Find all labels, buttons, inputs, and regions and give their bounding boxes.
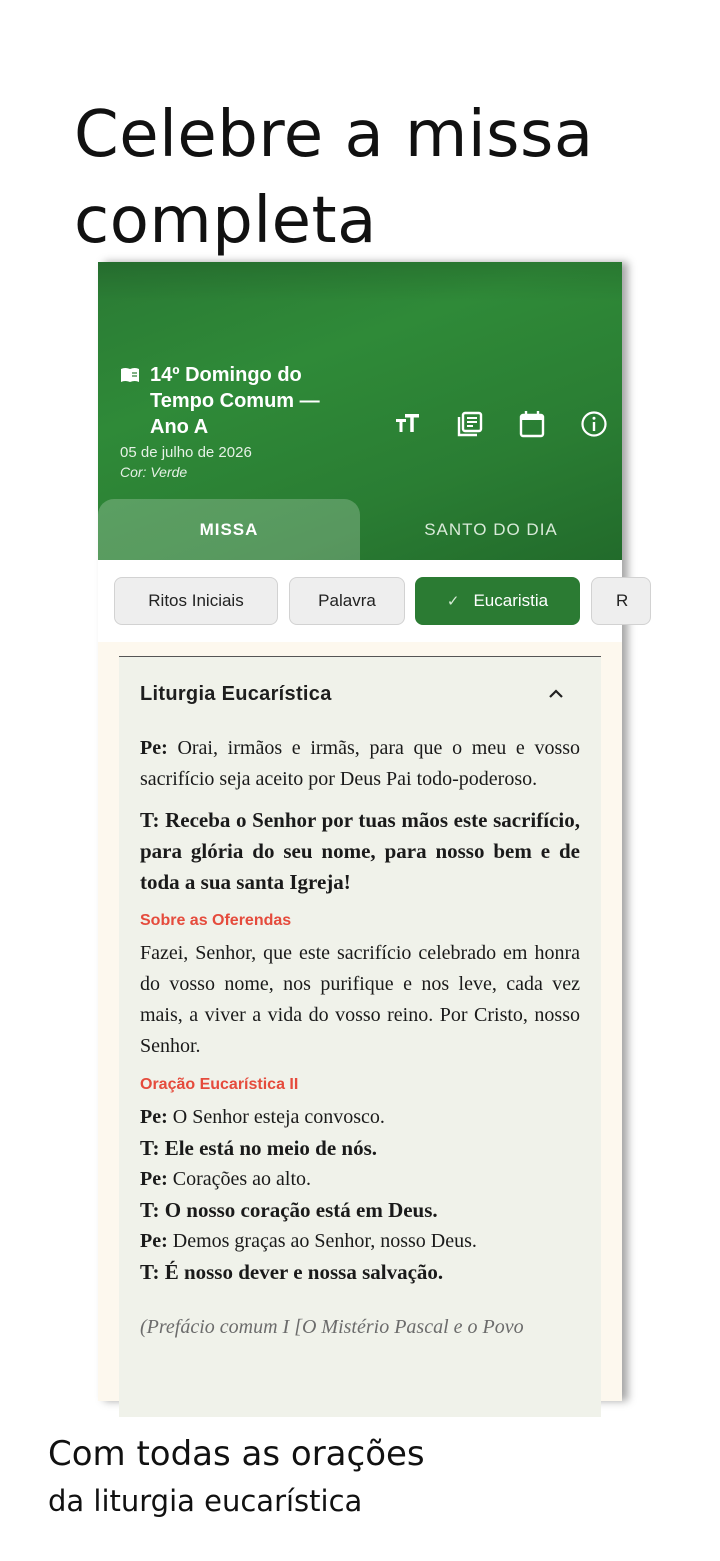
speaker-label: Pe: <box>140 1230 168 1252</box>
dialog-line <box>140 1226 580 1257</box>
orai-paragraph <box>140 733 580 795</box>
promo-subtitle-line1: Com todas as orações <box>48 1434 425 1474</box>
tab-santo-do-dia[interactable]: SANTO DO DIA <box>424 519 558 539</box>
chip-eucaristia[interactable] <box>415 577 580 625</box>
chip-palavra[interactable] <box>289 577 405 625</box>
tab-bar <box>98 499 622 560</box>
chip-ritos-iniciais[interactable] <box>114 577 278 625</box>
promo-subtitle-line2: da liturgia eucarística <box>48 1484 363 1518</box>
preface-note: (Prefácio comum I [O Mistério Pascal e o Povo <box>140 1316 524 1338</box>
dialog-text: Corações ao alto. <box>172 1168 312 1190</box>
dialog-text: Demos graças ao Senhor, nosso Deus. <box>172 1230 477 1252</box>
speaker-label: Pe: <box>140 1168 168 1190</box>
section-header[interactable] <box>140 677 580 711</box>
response-paragraph: T: Receba o Senhor por tuas mãos este sacrifício, para glória do seu nome, para nosso bem e de toda a sua santa Igreja! <box>140 808 580 894</box>
chip-ritos-finais[interactable] <box>591 577 651 625</box>
liturgical-color: Cor: Verde <box>120 464 188 480</box>
info-icon[interactable] <box>574 406 614 442</box>
chevron-up-icon[interactable] <box>546 687 566 701</box>
rubric-eucharistic-prayer: Oração Eucarística II <box>140 1076 299 1093</box>
speaker-label: Pe: <box>140 737 168 759</box>
dialog-line: T: O nosso coração está em Deus. <box>140 1198 438 1222</box>
section-chips <box>98 560 629 642</box>
dialog-line: T: É nosso dever e nossa salvação. <box>140 1260 444 1284</box>
app-header <box>98 262 622 560</box>
promo-headline: Celebre a missa completa <box>74 98 594 258</box>
liturgy-date: 05 de julho de 2026 <box>120 444 252 461</box>
header-actions <box>388 406 636 442</box>
chip-label: Palavra <box>318 591 376 610</box>
orai-text: Orai, irmãos e irmãs, para que o meu e vosso sacrifício seja aceito por Deus Pai todo-poderoso. <box>140 737 581 790</box>
offerings-paragraph: Fazei, Senhor, que este sacrifício celebrado em honra do vosso nome, nos purifique e nos leve, cada vez mais, a viver a vida do vosso reino. Por Cristo, nosso Senhor. <box>140 942 580 1057</box>
dialog-text: O Senhor esteja convosco. <box>172 1106 385 1128</box>
rubric-offerings: Sobre as Oferendas <box>140 912 292 929</box>
liturgy-title: 14º Domingo do Tempo Comum — Ano A <box>150 364 320 438</box>
chip-label: Eucaristia <box>473 591 549 610</box>
text-size-icon[interactable] <box>388 406 428 442</box>
tab-missa[interactable]: MISSA <box>98 499 360 560</box>
chip-label: Ritos Iniciais <box>148 591 244 610</box>
readings-icon[interactable] <box>450 406 490 442</box>
check-icon: ✓ <box>446 593 460 610</box>
section-title: Liturgia Eucarística <box>140 682 332 705</box>
liturgy-card <box>119 656 601 1417</box>
calendar-icon[interactable] <box>512 406 552 442</box>
chip-label: R <box>616 591 629 610</box>
book-icon <box>120 366 140 384</box>
dialog-line <box>140 1102 580 1133</box>
dialog-line <box>140 1164 580 1195</box>
app-screenshot <box>98 262 629 1401</box>
speaker-label: Pe: <box>140 1106 168 1128</box>
dialog-line: T: Ele está no meio de nós. <box>140 1136 378 1160</box>
liturgy-info <box>120 362 370 481</box>
liturgy-text <box>140 733 580 1343</box>
